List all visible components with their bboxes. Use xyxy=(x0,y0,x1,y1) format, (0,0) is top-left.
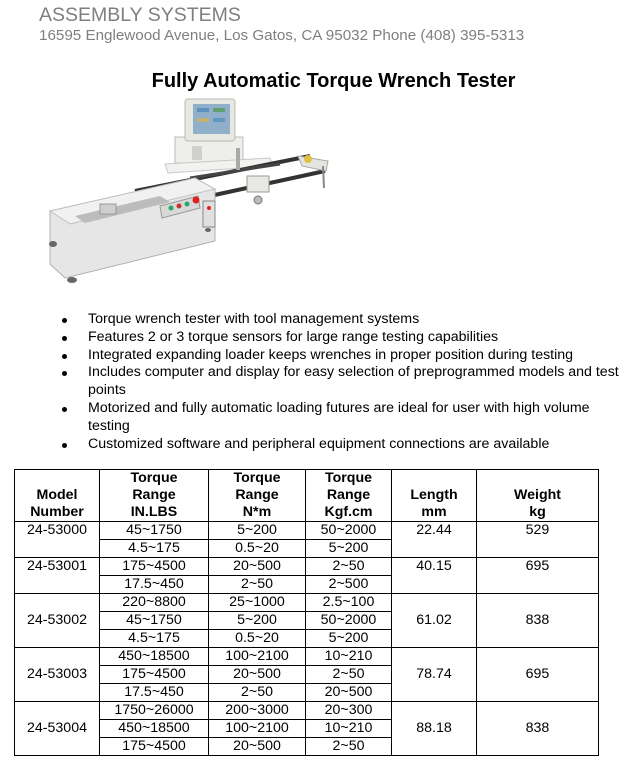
company-name: ASSEMBLY SYSTEMS xyxy=(39,4,241,26)
nm-cell: 25~1000 xyxy=(209,594,306,612)
inlbs-cell: 450~18500 xyxy=(100,720,209,738)
kgfcm-cell: 20~300 xyxy=(306,702,392,720)
bullet-icon xyxy=(62,336,67,341)
feature-item: Includes computer and display for easy selection of preprogrammed models and test points xyxy=(62,364,622,400)
nm-cell: 0.5~20 xyxy=(209,630,306,648)
inlbs-cell: 45~1750 xyxy=(100,522,209,540)
kgfcm-cell: 10~210 xyxy=(306,648,392,666)
table-row xyxy=(15,558,599,576)
nm-cell: 2~50 xyxy=(209,576,306,594)
inlbs-cell: 17.5~450 xyxy=(100,684,209,702)
kgfcm-cell: 5~200 xyxy=(306,630,392,648)
inlbs-cell: 450~18500 xyxy=(100,648,209,666)
length-cell: 22.44 xyxy=(392,522,477,558)
feature-item: Motorized and fully automatic loading futures are ideal for user with high volume testing xyxy=(62,400,622,436)
nm-cell: 5~200 xyxy=(209,522,306,540)
company-address: 16595 Englewood Avenue, Los Gatos, CA 95032 Phone (408) 395-5313 xyxy=(39,27,525,44)
product-image xyxy=(40,96,340,291)
weight-cell: 838 xyxy=(477,594,599,648)
kgfcm-cell: 2~50 xyxy=(306,558,392,576)
model-cell: 24-53001 xyxy=(15,558,100,594)
nm-cell: 2~50 xyxy=(209,684,306,702)
inlbs-cell: 4.5~175 xyxy=(100,540,209,558)
kgfcm-cell: 2~50 xyxy=(306,738,392,756)
feature-item: Torque wrench tester with tool management systems xyxy=(62,311,622,329)
header-weight: Weight kg xyxy=(477,470,599,522)
weight-cell: 529 xyxy=(477,522,599,558)
feature-item: Features 2 or 3 torque sensors for large range testing capabilities xyxy=(62,329,622,347)
feature-item: Customized software and peripheral equipment connections are available xyxy=(62,436,622,454)
nm-cell: 20~500 xyxy=(209,666,306,684)
kgfcm-cell: 50~2000 xyxy=(306,522,392,540)
kgfcm-cell: 5~200 xyxy=(306,540,392,558)
length-cell: 88.18 xyxy=(392,702,477,756)
kgfcm-cell: 2~50 xyxy=(306,666,392,684)
header-torque-kgfcm: Torque Range Kgf.cm xyxy=(306,470,392,522)
kgfcm-cell: 2.5~100 xyxy=(306,594,392,612)
bullet-icon xyxy=(62,318,67,323)
bullet-icon xyxy=(62,354,67,359)
header-length: Length mm xyxy=(392,470,477,522)
feature-list xyxy=(62,311,622,453)
table-row xyxy=(15,522,599,540)
weight-cell: 838 xyxy=(477,702,599,756)
inlbs-cell: 4.5~175 xyxy=(100,630,209,648)
spec-table xyxy=(14,469,599,756)
kgfcm-cell: 20~500 xyxy=(306,684,392,702)
table-row xyxy=(15,648,599,666)
nm-cell: 100~2100 xyxy=(209,648,306,666)
nm-cell: 5~200 xyxy=(209,612,306,630)
inlbs-cell: 175~4500 xyxy=(100,558,209,576)
header-torque-nm: Torque Range N*m xyxy=(209,470,306,522)
model-cell: 24-53003 xyxy=(15,648,100,702)
inlbs-cell: 1750~26000 xyxy=(100,702,209,720)
inlbs-cell: 220~8800 xyxy=(100,594,209,612)
bullet-icon xyxy=(62,371,67,376)
kgfcm-cell: 50~2000 xyxy=(306,612,392,630)
feature-item: Integrated expanding loader keeps wrenches in proper position during testing xyxy=(62,347,622,365)
length-cell: 78.74 xyxy=(392,648,477,702)
model-cell: 24-53002 xyxy=(15,594,100,648)
nm-cell: 20~500 xyxy=(209,558,306,576)
model-cell: 24-53004 xyxy=(15,702,100,756)
weight-cell: 695 xyxy=(477,558,599,594)
inlbs-cell: 17.5~450 xyxy=(100,576,209,594)
length-cell: 40.15 xyxy=(392,558,477,594)
bullet-icon xyxy=(62,443,67,448)
table-row xyxy=(15,702,599,720)
header-torque-inlbs: Torque Range IN.LBS xyxy=(100,470,209,522)
nm-cell: 20~500 xyxy=(209,738,306,756)
header-model: Model Number xyxy=(15,470,100,522)
inlbs-cell: 45~1750 xyxy=(100,612,209,630)
nm-cell: 0.5~20 xyxy=(209,540,306,558)
length-cell: 61.02 xyxy=(392,594,477,648)
bullet-icon xyxy=(62,407,67,412)
model-cell: 24-53000 xyxy=(15,522,100,558)
table-row xyxy=(15,594,599,612)
page-title: Fully Automatic Torque Wrench Tester xyxy=(151,70,516,92)
weight-cell: 695 xyxy=(477,648,599,702)
kgfcm-cell: 2~500 xyxy=(306,576,392,594)
header-row xyxy=(15,470,599,522)
kgfcm-cell: 10~210 xyxy=(306,720,392,738)
nm-cell: 200~3000 xyxy=(209,702,306,720)
inlbs-cell: 175~4500 xyxy=(100,738,209,756)
nm-cell: 100~2100 xyxy=(209,720,306,738)
inlbs-cell: 175~4500 xyxy=(100,666,209,684)
